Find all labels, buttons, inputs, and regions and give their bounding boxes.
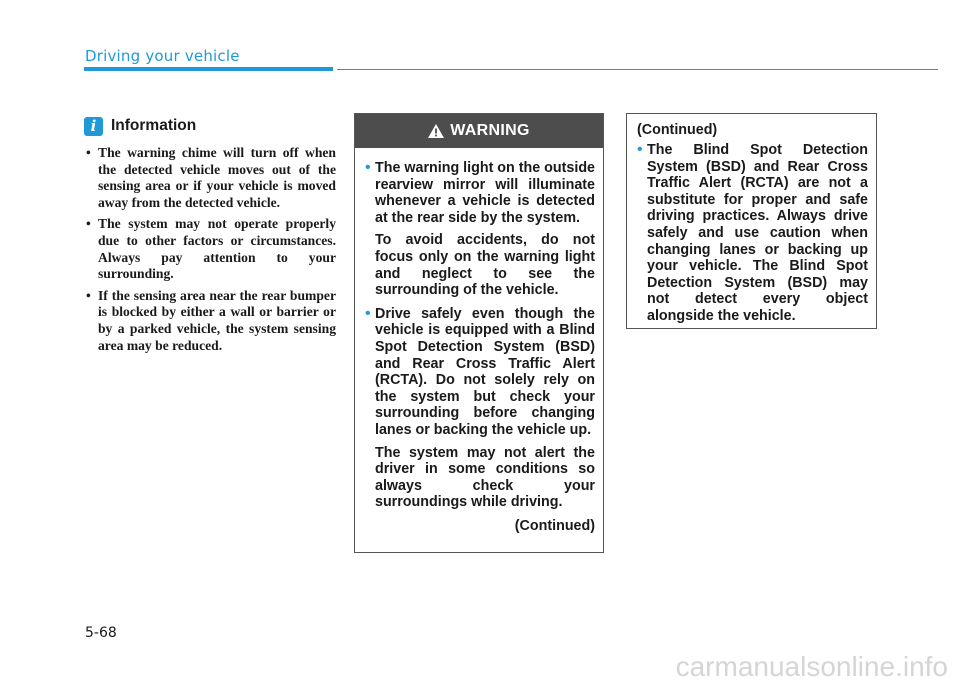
watermark: carmanualsonline.info [675,651,948,682]
warning-item-followup: The system may not alert the driver in some conditions so always check your surroundings while driving. [375,444,595,511]
continued-box [626,113,877,329]
information-block [84,115,336,359]
warning-box [354,113,604,553]
continued-item [637,142,868,325]
continued-item-text: • The Blind Spot Detection System (BSD) and Rear Cross Traffic Alert (RCTA) are not a substitute for proper and safe driving practices. Always drive safely and use caution when changing lanes or backing up your vehicle. The Blind Spot Detection System (BSD) may not detect every object alongside the vehicle. [647,142,868,324]
information-title: Information [111,117,197,134]
warning-banner [355,114,603,148]
warning-triangle-icon [428,124,444,138]
warning-item-followup: To avoid accidents, do not focus only on the warning light and neglect to see the surrounding of the vehicle. [375,232,595,299]
warning-item [365,306,595,511]
header-rule-thick [84,67,333,71]
information-item: • The system may not operate properly due to other factors or circumstances. Always pay attention to your surrounding. [84,216,336,282]
information-list [84,145,336,354]
information-item: • If the sensing area near the rear bumper is blocked by either a wall or barrier or by a parked vehicle, the system sensing area may be reduced. [84,288,336,354]
continued-list [637,142,868,325]
page-number: 5-68 [85,625,117,641]
warning-body [355,148,603,534]
continued-label: (Continued) [514,517,595,534]
information-heading [84,115,336,137]
information-item: • The warning chime will turn off when the detected vehicle moves out of the sensing area or if your vehicle is moved away from the detected vehicle. [84,145,336,211]
warning-list [365,160,595,511]
warning-item [365,160,595,299]
warning-title: WARNING [450,122,530,139]
info-icon: i [84,117,103,136]
header-rule-thin [337,69,938,70]
warning-item-text: • The warning light on the outside rearview mirror will illuminate whenever a vehicle is detected at the rear side by the system. [375,160,596,226]
continued-heading: (Continued) [637,122,718,138]
warning-item-text: • Drive safely even though the vehicle is equipped with a Blind Spot Detection System (BSD) and Rear Cross Traffic Alert (RCTA). Do not solely rely on the system but check your surrounding before changing lanes or backing the vehicle up. [375,305,595,438]
section-title: Driving your vehicle [85,47,240,65]
